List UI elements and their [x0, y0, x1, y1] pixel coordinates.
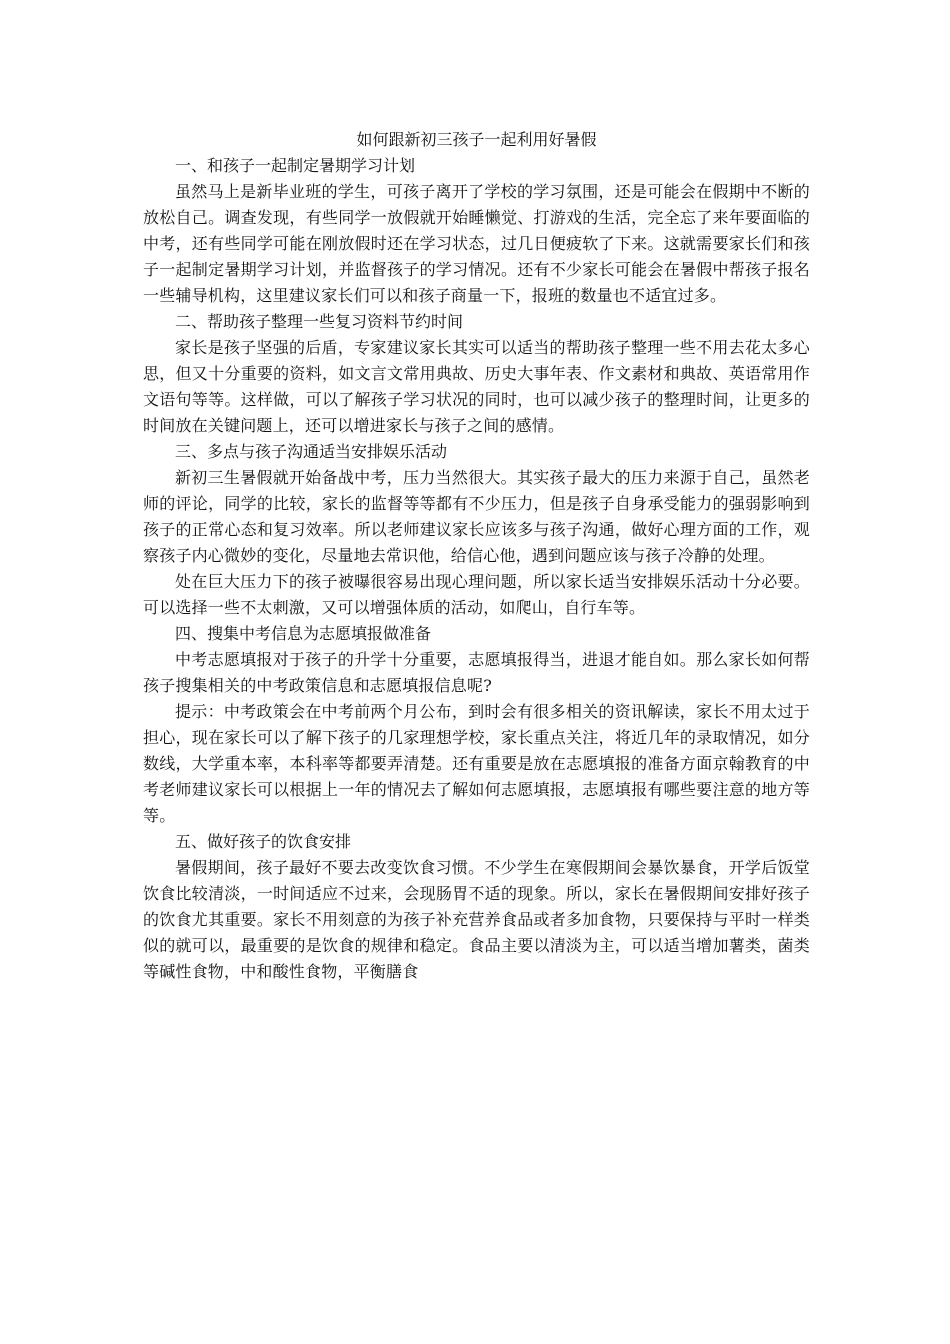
paragraph: 暑假期间，孩子最好不要去改变饮食习惯。不少学生在寒假期间会暴饮暴食，开学后饭堂饮食比较清淡，一时间适应不过来，会现肠胃不适的现象。所以，家长在暑假期间安排好孩子的饮食尤其重要。家长不用刻意的为孩子补充营养食品或者多加食物，只要保持与平时一样类似的就可以，最重要的是饮食的规律和稳定。食品主要以清淡为主，可以适当增加薯类，菌类等碱性食物，中和酸性食物，平衡膳食	[143, 858, 810, 981]
paragraph: 家长是孩子坚强的后盾，专家建议家长其实可以适当的帮助孩子整理一些不用去花太多心思，但又十分重要的资料，如文言文常用典故、历史大事年表、作文素材和典故、英语常用作文语句等等。这样做，可以了解孩子学习状况的同时，也可以减少孩子的整理时间，让更多的时间放在关键问题上，还可以增进家长与孩子之间的感情。	[143, 338, 810, 435]
paragraph: 虽然马上是新毕业班的学生，可孩子离开了学校的学习氛围，还是可能会在假期中不断的放松自己。调查发现，有些同学一放假就开始睡懒觉、打游戏的生活，完全忘了来年要面临的中考，还有些同学可能在刚放假时还在学习状态，过几日便疲软了下来。这就需要家长们和孩子一起制定暑期学习计划，并监督孩子的学习情况。还有不少家长可能会在暑假中帮孩子报名一些辅导机构，这里建议家长们可以和孩子商量一下，报班的数量也不适宜过多。	[143, 182, 810, 305]
paragraph: 处在巨大压力下的孩子被曝很容易出现心理问题，所以家长适当安排娱乐活动十分必要。可以选择一些不太刺激，又可以增强体质的活动，如爬山，自行车等。	[143, 572, 810, 617]
document-page	[143, 127, 810, 985]
section-heading-1: 一、和孩子一起制定暑期学习计划	[175, 156, 416, 175]
document-title: 如何跟新初三孩子一起利用好暑假	[356, 130, 597, 149]
paragraph: 中考志愿填报对于孩子的升学十分重要，志愿填报得当，进退才能自如。那么家长如何帮孩子搜集相关的中考政策信息和志愿填报信息呢?	[143, 650, 810, 695]
section-heading-4: 四、搜集中考信息为志愿填报做准备	[175, 624, 432, 643]
section-heading-2: 二、帮助孩子整理一些复习资料节约时间	[175, 312, 464, 331]
paragraph: 提示：中考政策会在中考前两个月公布，到时会有很多相关的资讯解读，家长不用太过于担心，现在家长可以了解下孩子的几家理想学校，家长重点关注，将近几年的录取情况，如分数线，大学重本率，本科率等都要弄清楚。还有重要是放在志愿填报的准备方面京翰教育的中考老师建议家长可以根据上一年的情况去了解如何志愿填报，志愿填报有哪些要注意的地方等等。	[143, 702, 810, 825]
paragraph: 新初三生暑假就开始备战中考，压力当然很大。其实孩子最大的压力来源于自己，虽然老师的评论，同学的比较，家长的监督等等都有不少压力，但是孩子自身承受能力的强弱影响到孩子的正常心态和复习效率。所以老师建议家长应该多与孩子沟通，做好心理方面的工作，观察孩子内心微妙的变化，尽量地去常识他，给信心他，遇到问题应该与孩子冷静的处理。	[143, 468, 810, 565]
section-heading-3: 三、多点与孩子沟通适当安排娱乐活动	[175, 442, 448, 461]
section-heading-5: 五、做好孩子的饮食安排	[175, 832, 352, 851]
